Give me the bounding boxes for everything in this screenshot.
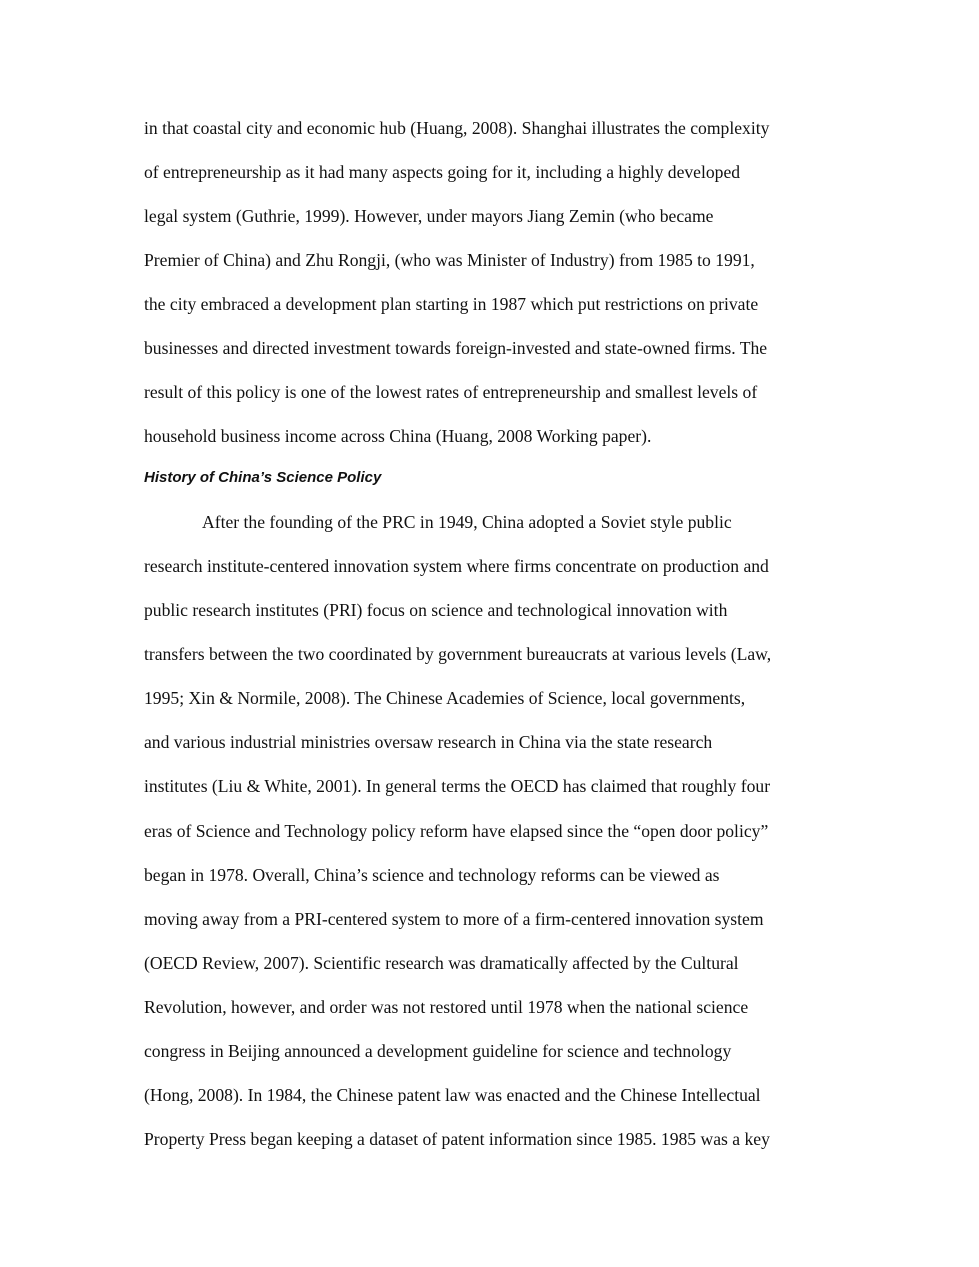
text-line: began in 1978. Overall, China’s science and technology reforms can be viewed as — [144, 865, 720, 885]
text-line: household business income across China (Huang, 2008 Working paper). — [144, 426, 652, 446]
text-line: (Hong, 2008). In 1984, the Chinese patent law was enacted and the Chinese Intellectual — [144, 1085, 761, 1105]
text-line: moving away from a PRI-centered system to more of a firm-centered innovation system — [144, 909, 764, 929]
text-line: research institute-centered innovation system where firms concentrate on production and — [144, 556, 769, 576]
text-line: congress in Beijing announced a development guideline for science and technology — [144, 1041, 732, 1061]
text-line: institutes (Liu & White, 2001). In general terms the OECD has claimed that roughly four — [144, 776, 771, 796]
text-line: businesses and directed investment towards foreign-invested and state-owned firms. The — [144, 338, 768, 358]
text-line: Premier of China) and Zhu Rongji, (who was Minister of Industry) from 1985 to 1991, — [144, 250, 755, 270]
text-line: legal system (Guthrie, 1999). However, under mayors Jiang Zemin (who became — [144, 206, 714, 226]
text-line: 1995; Xin & Normile, 2008). The Chinese Academies of Science, local governments, — [144, 688, 746, 708]
text-line: result of this policy is one of the lowest rates of entrepreneurship and smallest levels of — [144, 382, 758, 402]
text-line: Revolution, however, and order was not restored until 1978 when the national science — [144, 997, 749, 1017]
text-line: transfers between the two coordinated by government bureaucrats at various levels (Law, — [144, 644, 772, 664]
text-line: the city embraced a development plan starting in 1987 which put restrictions on private — [144, 294, 759, 314]
text-line: After the founding of the PRC in 1949, China adopted a Soviet style public — [202, 512, 732, 532]
text-line: (OECD Review, 2007). Scientific research was dramatically affected by the Cultural — [144, 953, 739, 973]
text-line: of entrepreneurship as it had many aspects going for it, including a highly developed — [144, 162, 741, 182]
text-line: eras of Science and Technology policy reform have elapsed since the “open door policy” — [144, 821, 769, 841]
text-line: public research institutes (PRI) focus on science and technological innovation with — [144, 600, 728, 620]
text-line: in that coastal city and economic hub (Huang, 2008). Shanghai illustrates the complexity — [144, 118, 770, 138]
text-line: and various industrial ministries oversaw research in China via the state research — [144, 732, 713, 752]
text-line: Property Press began keeping a dataset of patent information since 1985. 1985 was a key — [144, 1129, 770, 1149]
section-heading: History of China’s Science Policy — [144, 469, 382, 486]
